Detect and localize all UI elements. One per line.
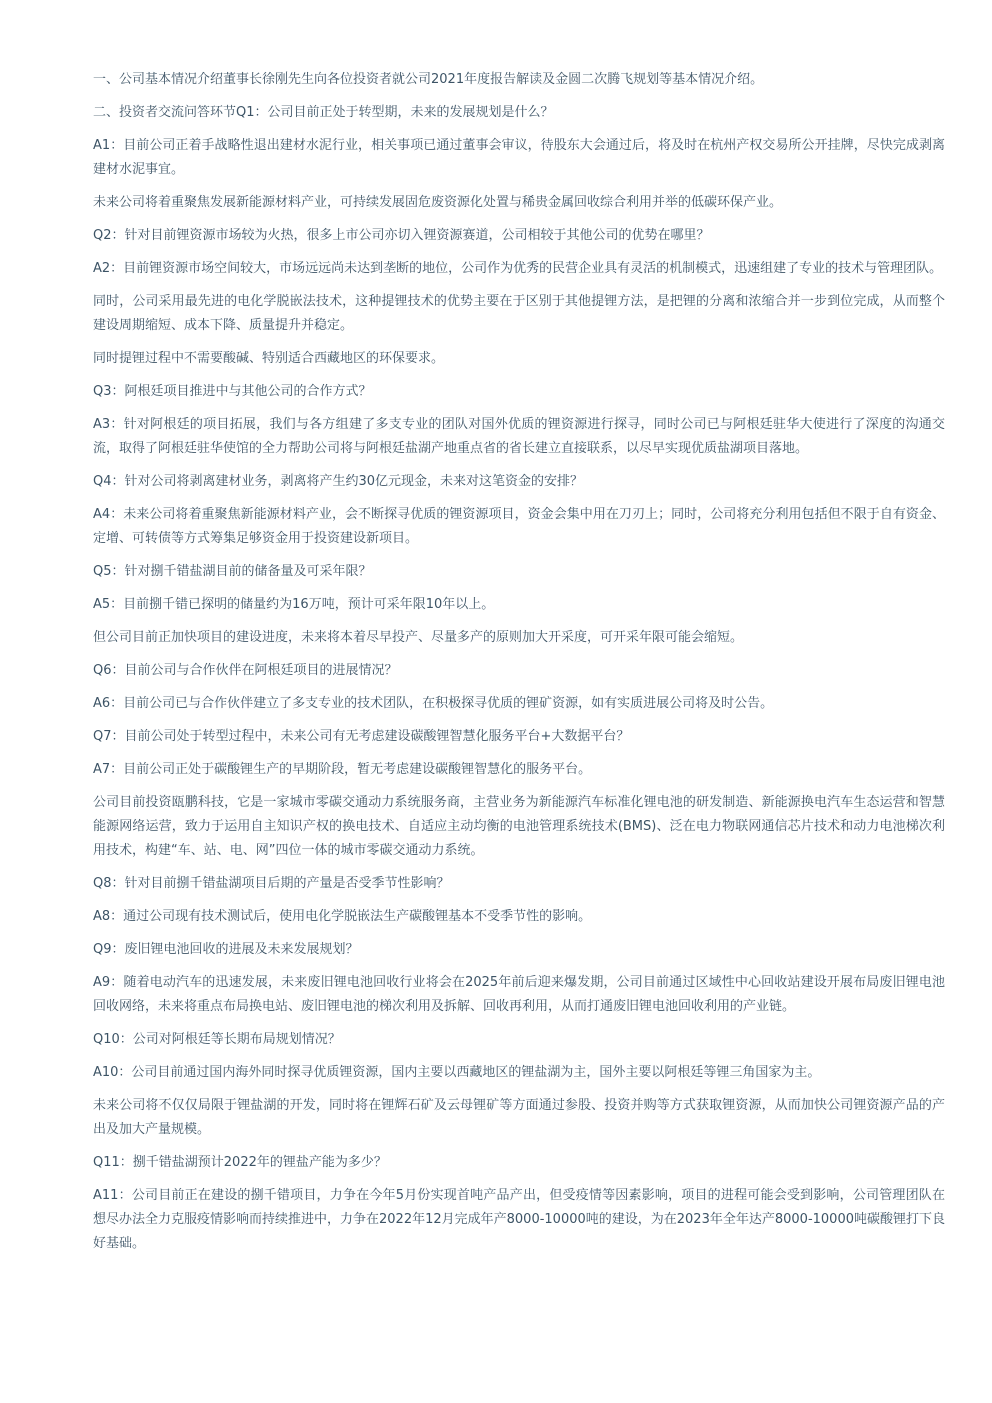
answer-paragraph: 未来公司将不仅仅局限于锂盐湖的开发，同时将在锂辉石矿及云母锂矿等方面通过参股、投资并购等方式获取锂资源，从而加快公司锂资源产品的产出及加大产量规模。	[93, 1098, 945, 1137]
answer-paragraph: 但公司目前正加快项目的建设进度，未来将本着尽早投产、尽量多产的原则加大开采度，可开采年限可能会缩短。	[93, 630, 744, 645]
answer-paragraph: 未来公司将着重聚焦发展新能源材料产业，可持续发展固危废资源化处置与稀贵金属回收综合利用并举的低碳环保产业。	[93, 195, 783, 210]
question-paragraph: Q2：针对目前锂资源市场较为火热，很多上市公司亦切入锂资源赛道，公司相较于其他公司的优势在哪里？	[93, 228, 710, 243]
answer-paragraph: 同时，公司采用最先进的电化学脱嵌法技术，这种提锂技术的优势主要在于区别于其他提锂方法，是把锂的分离和浓缩合并一步到位完成，从而整个建设周期缩短、成本下降、质量提升并稳定。	[93, 294, 945, 333]
answer-paragraph: 同时提锂过程中不需要酸碱、特别适合西藏地区的环保要求。	[93, 351, 445, 366]
answer-paragraph: A11：公司目前正在建设的捌千错项目，力争在今年5月份实现首吨产品产出，但受疫情等因素影响，项目的进程可能会受到影响，公司管理团队在想尽办法全力克服疫情影响而持续推进中，力争在2022年12月完成年产8000-10000吨的建设，为在2023年全年达产8000-10000吨碳酸锂打下良好基础。	[93, 1188, 945, 1251]
question-paragraph: Q7：目前公司处于转型过程中，未来公司有无考虑建设碳酸锂智慧化服务平台+大数据平台？	[93, 729, 630, 744]
answer-paragraph: A8：通过公司现有技术测试后，使用电化学脱嵌法生产碳酸锂基本不受季节性的影响。	[93, 909, 592, 924]
question-paragraph: Q5：针对捌千错盐湖目前的储备量及可采年限？	[93, 564, 372, 579]
question-paragraph: Q8：针对目前捌千错盐湖项目后期的产量是否受季节性影响？	[93, 876, 450, 891]
question-paragraph: Q10：公司对阿根廷等长期布局规划情况？	[93, 1032, 341, 1047]
intro-paragraph: 一、公司基本情况介绍董事长徐刚先生向各位投资者就公司2021年度报告解读及金圆二次腾飞规划等基本情况介绍。	[93, 72, 764, 87]
document-body	[93, 68, 945, 1265]
answer-paragraph: A6：目前公司已与合作伙伴建立了多支专业的技术团队，在积极探寻优质的锂矿资源，如有实质进展公司将及时公告。	[93, 696, 774, 711]
answer-paragraph: 公司目前投资瓯鹏科技，它是一家城市零碳交通动力系统服务商，主营业务为新能源汽车标准化锂电池的研发制造、新能源换电汽车生态运营和智慧能源网络运营，致力于运用自主知识产权的换电技术、自适应主动均衡的电池管理系统技术(BMS)、泛在电力物联网通信芯片技术和动力电池梯次利用技术，构建“车、站、电、网”四位一体的城市零碳交通动力系统。	[93, 795, 945, 858]
answer-paragraph: A1：目前公司正着手战略性退出建材水泥行业，相关事项已通过董事会审议，待股东大会通过后，将及时在杭州产权交易所公开挂牌，尽快完成剥离建材水泥事宜。	[93, 138, 945, 177]
answer-paragraph: A7：目前公司正处于碳酸锂生产的早期阶段，暂无考虑建设碳酸锂智慧化的服务平台。	[93, 762, 592, 777]
answer-paragraph: A5：目前捌千错已探明的储量约为16万吨，预计可采年限10年以上。	[93, 597, 495, 612]
answer-paragraph: A2：目前锂资源市场空间较大，市场远远尚未达到垄断的地位，公司作为优秀的民营企业具有灵活的机制模式，迅速组建了专业的技术与管理团队。	[93, 261, 943, 276]
question-paragraph: Q9：废旧锂电池回收的进展及未来发展规划？	[93, 942, 359, 957]
question-paragraph: Q11：捌千错盐湖预计2022年的锂盐产能为多少？	[93, 1155, 387, 1170]
answer-paragraph: A3：针对阿根廷的项目拓展，我们与各方组建了多支专业的团队对国外优质的锂资源进行探寻，同时公司已与阿根廷驻华大使进行了深度的沟通交流，取得了阿根廷驻华使馆的全力帮助公司将与阿根廷盐湖产地重点省的省长建立直接联系，以尽早实现优质盐湖项目落地。	[93, 417, 945, 456]
question-paragraph: Q4：针对公司将剥离建材业务，剥离将产生约30亿元现金，未来对这笔资金的安排？	[93, 474, 584, 489]
question-paragraph: Q3：阿根廷项目推进中与其他公司的合作方式？	[93, 384, 372, 399]
question-paragraph: Q6：目前公司与合作伙伴在阿根廷项目的进展情况？	[93, 663, 398, 678]
answer-paragraph: A4：未来公司将着重聚焦新能源材料产业，会不断探寻优质的锂资源项目，资金会集中用在刀刃上；同时，公司将充分利用包括但不限于自有资金、定增、可转债等方式筹集足够资金用于投资建设新项目。	[93, 507, 945, 546]
answer-paragraph: A10：公司目前通过国内海外同时探寻优质锂资源，国内主要以西藏地区的锂盐湖为主，国外主要以阿根廷等锂三角国家为主。	[93, 1065, 821, 1080]
question-paragraph: 二、投资者交流问答环节Q1：公司目前正处于转型期，未来的发展规划是什么？	[93, 105, 554, 120]
answer-paragraph: A9：随着电动汽车的迅速发展，未来废旧锂电池回收行业将会在2025年前后迎来爆发期，公司目前通过区域性中心回收站建设开展布局废旧锂电池回收网络，未来将重点布局换电站、废旧锂电池的梯次利用及拆解、回收再利用，从而打通废旧锂电池回收利用的产业链。	[93, 975, 945, 1014]
